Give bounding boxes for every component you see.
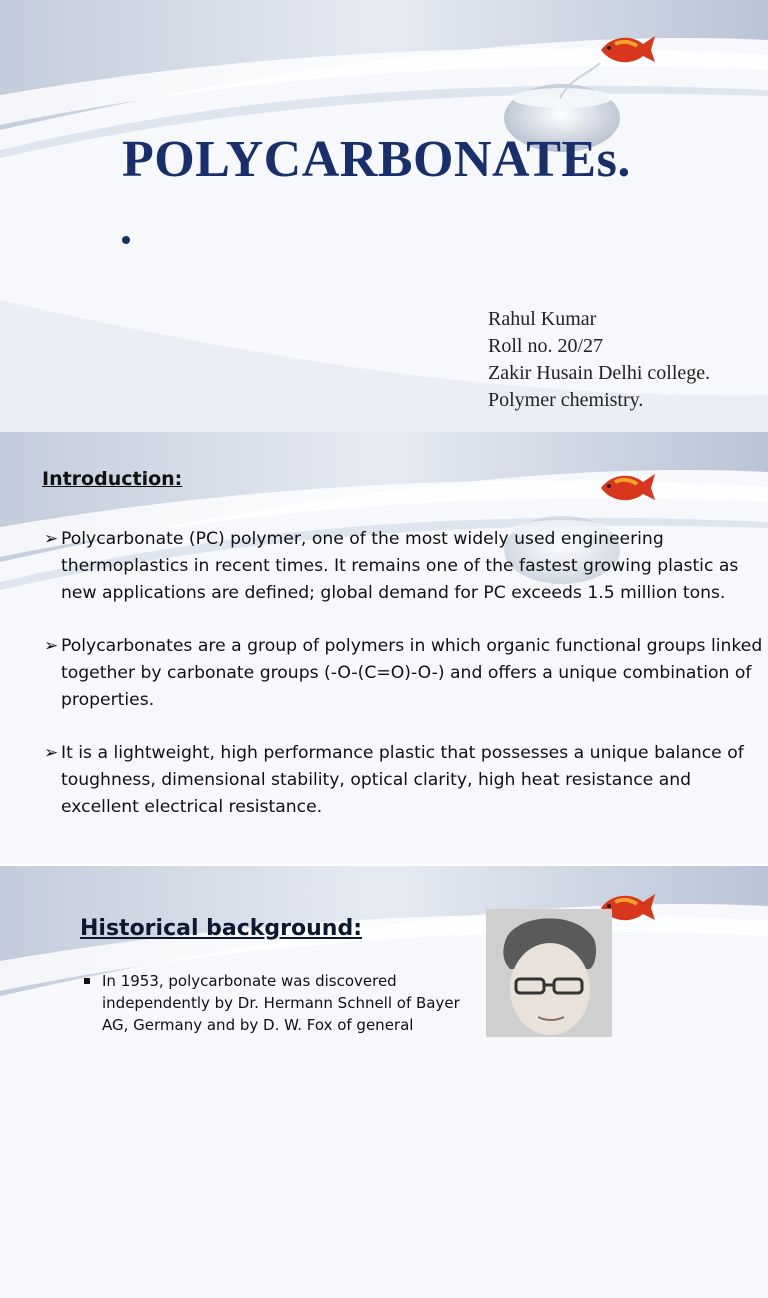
arrow-bullet-icon: ➢ — [44, 529, 59, 549]
history-slide — [0, 866, 768, 1034]
scientist-portrait — [486, 909, 612, 1037]
history-text: In 1953, polycarbonate was discovered independently by Dr. Hermann Schnell of Bayer AG, Germany and by D. W. Fox of general — [102, 972, 460, 1034]
list-item — [44, 740, 764, 821]
introduction-points — [44, 526, 764, 847]
title-slide — [0, 0, 768, 432]
author-info — [488, 306, 710, 414]
introduction-heading: Introduction: — [42, 468, 183, 490]
presentation-title: POLYCARBONATEs. — [122, 131, 631, 188]
history-list — [84, 970, 476, 1036]
list-item — [44, 633, 764, 714]
portrait-image — [486, 909, 612, 1037]
roll-number: Roll no. 20/27 — [488, 335, 604, 357]
arrow-bullet-icon: ➢ — [44, 636, 59, 656]
point-text: It is a lightweight, high performance plastic that possesses a unique balance of toughness, dimensional stability, optical clarity, high heat resistance and excellent electrical resistance. — [61, 743, 744, 817]
point-text: Polycarbonates are a group of polymers in which organic functional groups linked together by carbonate groups (-O-(C=O)-O-) and offers a unique combination of properties. — [61, 636, 763, 710]
list-item — [44, 526, 764, 607]
goldfish-icon — [597, 468, 657, 510]
author-name: Rahul Kumar — [488, 308, 597, 330]
introduction-slide — [0, 432, 768, 864]
history-heading: Historical background: — [80, 916, 363, 941]
goldfish-icon — [597, 30, 657, 72]
title-bullet — [122, 236, 130, 244]
list-item — [84, 970, 476, 1036]
course-name: Polymer chemistry. — [488, 389, 644, 411]
square-bullet-icon — [84, 978, 90, 984]
arrow-bullet-icon: ➢ — [44, 743, 59, 763]
college-name: Zakir Husain Delhi college. — [488, 362, 711, 384]
point-text: Polycarbonate (PC) polymer, one of the most widely used engineering thermoplastics in recent times. It remains one of the fastest growing plastic as new applications are defined; global demand for PC exceeds 1.5 million tons. — [61, 529, 739, 603]
